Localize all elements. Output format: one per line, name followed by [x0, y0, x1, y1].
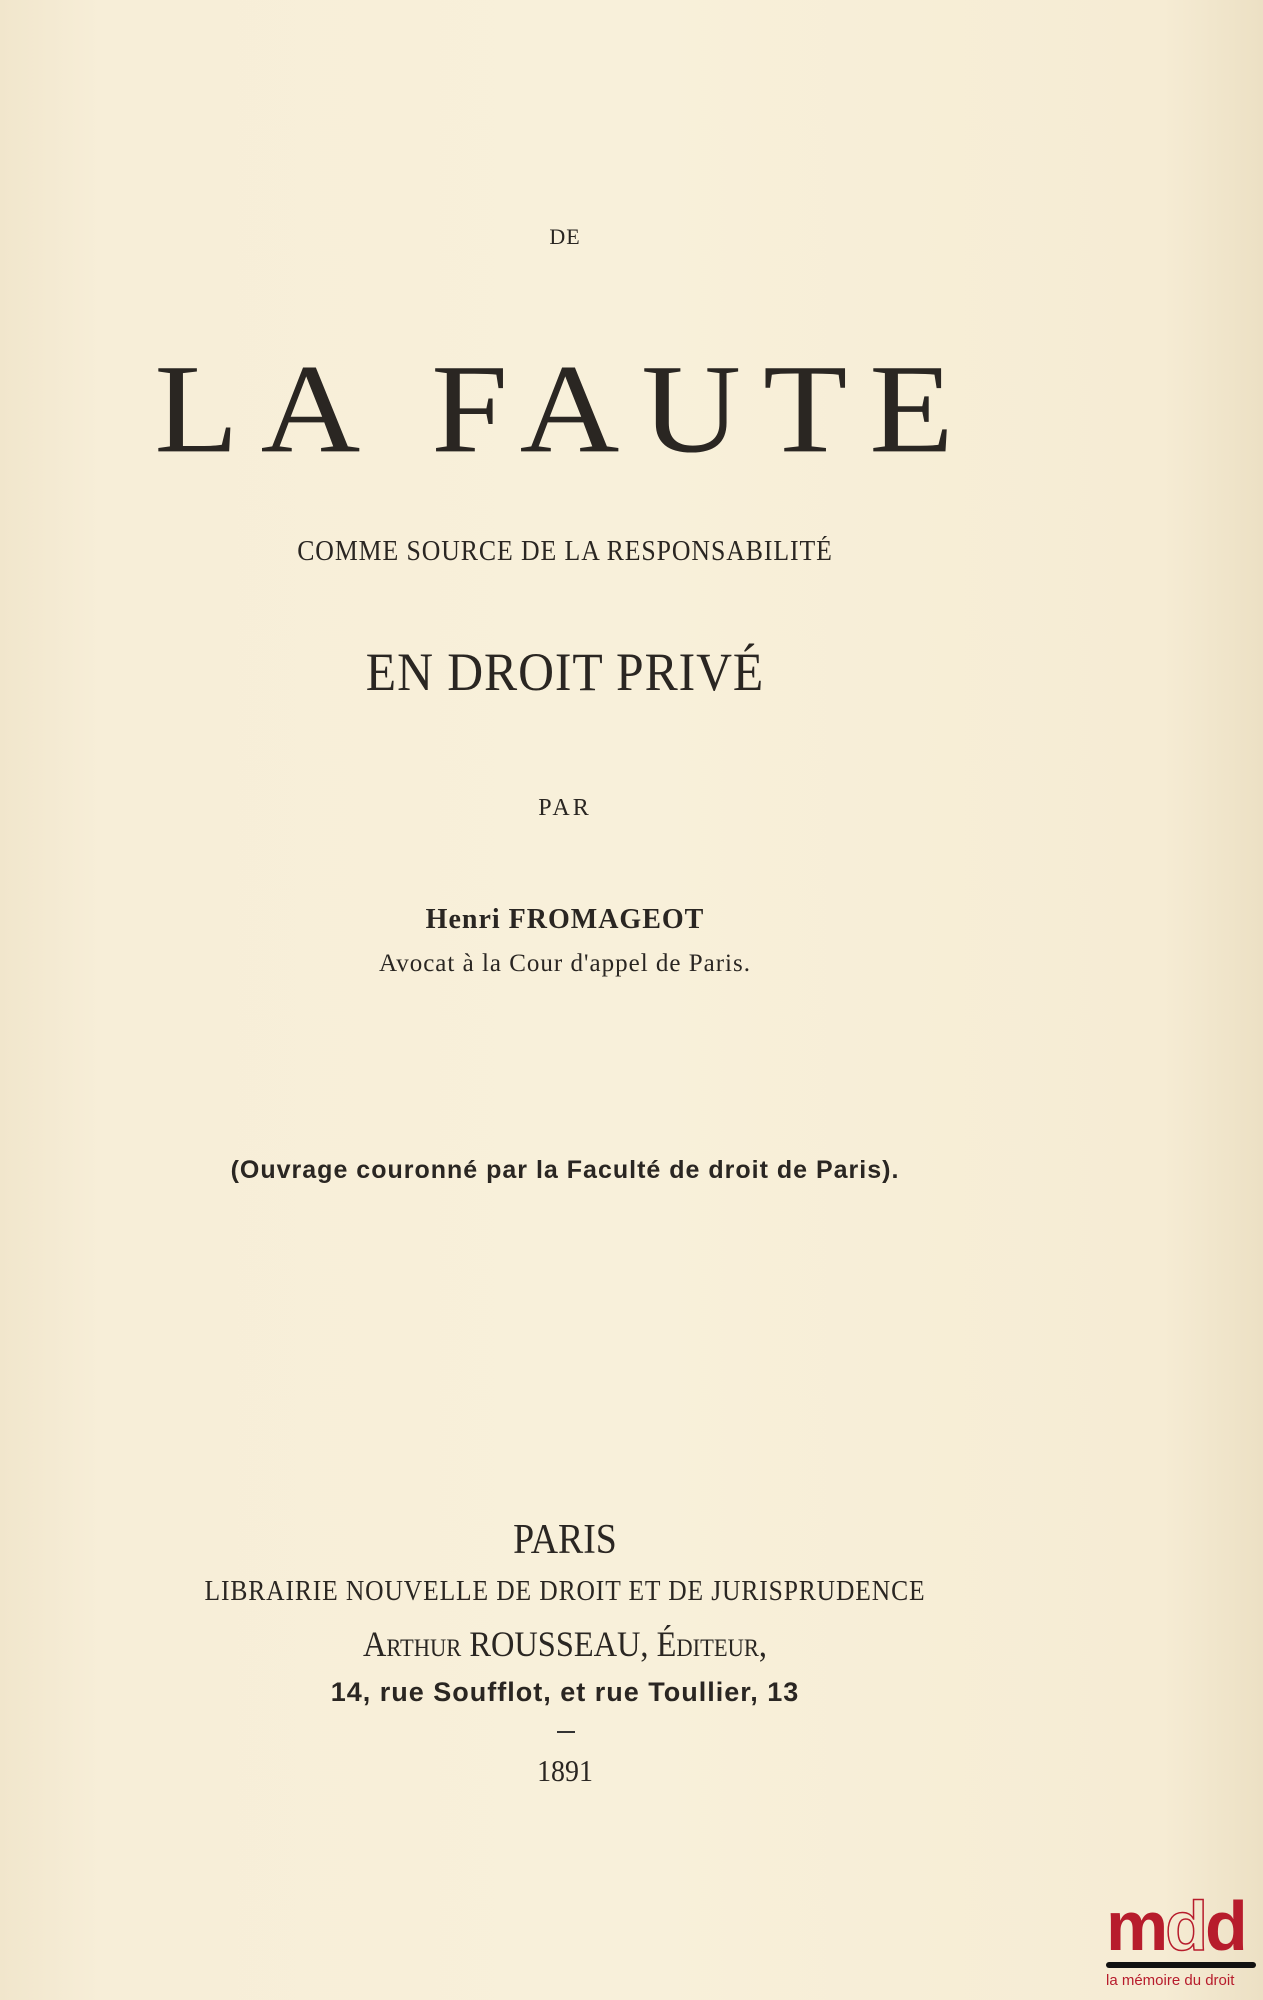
by-label: PAR [538, 795, 592, 821]
imprint-publisher [57, 1626, 1074, 1662]
logo-mark [1106, 1887, 1256, 1965]
imprint-city: PARIS [513, 1517, 617, 1563]
divider [557, 1731, 575, 1733]
imprint-address: 14, rue Soufflot, et rue Toullier, 13 [330, 1677, 800, 1707]
imprint-library: LIBRAIRIE NOUVELLE DE DROIT ET DE JURISPRUDENCE [204, 1575, 926, 1607]
logo-m: m [1106, 1887, 1166, 1965]
mdd-logo [1106, 1887, 1256, 1989]
publisher-name: ROUSSEAU, [469, 1624, 649, 1664]
author-name: Henri FROMAGEOT [425, 904, 705, 935]
logo-tagline: la mémoire du droit [1106, 1972, 1235, 1989]
imprint-year: 1891 [537, 1753, 593, 1788]
publisher-role: Éditeur, [656, 1624, 768, 1664]
author-role: Avocat à la Cour d'appel de Paris. [379, 950, 751, 977]
subtitle: COMME SOURCE DE LA RESPONSABILITÉ [297, 536, 833, 567]
book-title: LA FAUTE [154, 338, 976, 479]
award-note: (Ouvrage couronné par la Faculté de droit de Paris). [230, 1156, 900, 1184]
preposition: DE [549, 224, 581, 249]
subtitle-2: EN DROIT PRIVÉ [365, 642, 765, 702]
logo-d-outline: d [1165, 1887, 1206, 1965]
publisher-first: Arthur [362, 1624, 462, 1664]
logo-d: d [1205, 1887, 1245, 1965]
